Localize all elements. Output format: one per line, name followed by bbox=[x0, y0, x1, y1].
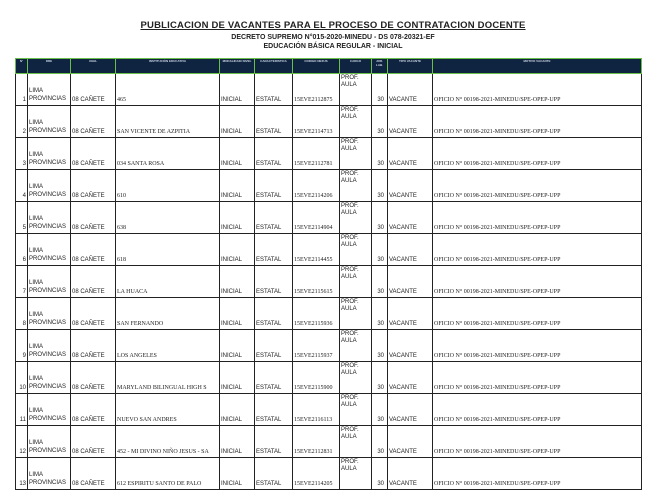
vacancy-type-cell: VACANTE bbox=[388, 202, 433, 234]
ugel-cell: 08 CAÑETE bbox=[71, 266, 116, 298]
ugel-cell: 08 CAÑETE bbox=[71, 362, 116, 394]
institution-cell: SAN FERNANDO bbox=[116, 298, 220, 330]
position-cell: PROF. AULA bbox=[340, 202, 372, 234]
hours-cell: 30 bbox=[372, 234, 388, 266]
table-body bbox=[16, 74, 642, 490]
column-header: UGEL bbox=[71, 59, 116, 74]
characteristic-cell: ESTATAL bbox=[255, 330, 293, 362]
vacancy-type-cell: VACANTE bbox=[388, 170, 433, 202]
row-number: 12 bbox=[16, 426, 28, 458]
table-header-row bbox=[16, 59, 642, 74]
row-number: 2 bbox=[16, 106, 28, 138]
hours-cell: 30 bbox=[372, 170, 388, 202]
dre-cell: LIMA PROVINCIAS bbox=[28, 426, 71, 458]
document-header bbox=[0, 20, 656, 50]
dre-cell: LIMA PROVINCIAS bbox=[28, 266, 71, 298]
ugel-cell: 08 CAÑETE bbox=[71, 298, 116, 330]
characteristic-cell: ESTATAL bbox=[255, 138, 293, 170]
level-cell: INICIAL bbox=[220, 170, 255, 202]
level-cell: INICIAL bbox=[220, 106, 255, 138]
position-cell: PROF. AULA bbox=[340, 362, 372, 394]
column-header: CARACTERISTICA bbox=[255, 59, 293, 74]
level-cell: INICIAL bbox=[220, 458, 255, 490]
vacancy-type-cell: VACANTE bbox=[388, 234, 433, 266]
ugel-cell: 08 CAÑETE bbox=[71, 458, 116, 490]
vacancy-reason-cell: OFICIO N° 00198-2021-MINEDU/SPE-OPEP-UPP bbox=[433, 106, 642, 138]
level-cell: INICIAL bbox=[220, 234, 255, 266]
dre-cell: LIMA PROVINCIAS bbox=[28, 458, 71, 490]
ugel-cell: 08 CAÑETE bbox=[71, 202, 116, 234]
characteristic-cell: ESTATAL bbox=[255, 202, 293, 234]
vacancy-type-cell: VACANTE bbox=[388, 138, 433, 170]
vacancy-type-cell: VACANTE bbox=[388, 362, 433, 394]
vacancy-type-cell: VACANTE bbox=[388, 106, 433, 138]
dre-cell: LIMA PROVINCIAS bbox=[28, 202, 71, 234]
table-row bbox=[16, 234, 642, 266]
hours-cell: 30 bbox=[372, 330, 388, 362]
vacancy-reason-cell: OFICIO N° 00198-2021-MINEDU/SPE-OPEP-UPP bbox=[433, 170, 642, 202]
vacancy-reason-cell: OFICIO N° 00198-2021-MINEDU/SPE-OPEP-UPP bbox=[433, 202, 642, 234]
dre-cell: LIMA PROVINCIAS bbox=[28, 138, 71, 170]
document-subtitle: DECRETO SUPREMO N°015-2020-MINEDU - DS 078-20321-EF bbox=[231, 34, 435, 41]
vacancy-reason-cell: OFICIO N° 00198-2021-MINEDU/SPE-OPEP-UPP bbox=[433, 394, 642, 426]
table-row bbox=[16, 394, 642, 426]
level-cell: INICIAL bbox=[220, 330, 255, 362]
vacancy-reason-cell: OFICIO N° 00198-2021-MINEDU/SPE-OPEP-UPP bbox=[433, 426, 642, 458]
table-row bbox=[16, 266, 642, 298]
institution-cell: 638 bbox=[116, 202, 220, 234]
table-row bbox=[16, 74, 642, 106]
position-cell: PROF. AULA bbox=[340, 234, 372, 266]
dre-cell: LIMA PROVINCIAS bbox=[28, 362, 71, 394]
row-number: 3 bbox=[16, 138, 28, 170]
ugel-cell: 08 CAÑETE bbox=[71, 106, 116, 138]
position-cell: PROF. AULA bbox=[340, 298, 372, 330]
column-header: MOTIVO VACANTE bbox=[433, 59, 642, 74]
hours-cell: 30 bbox=[372, 426, 388, 458]
institution-cell: 618 bbox=[116, 234, 220, 266]
table-row bbox=[16, 426, 642, 458]
row-number: 11 bbox=[16, 394, 28, 426]
level-cell: INICIAL bbox=[220, 298, 255, 330]
nexus-code-cell: 15EVE2115936 bbox=[293, 298, 340, 330]
position-cell: PROF. AULA bbox=[340, 74, 372, 106]
characteristic-cell: ESTATAL bbox=[255, 426, 293, 458]
vacancy-reason-cell: OFICIO N° 00198-2021-MINEDU/SPE-OPEP-UPP bbox=[433, 74, 642, 106]
institution-cell: LA HUACA bbox=[116, 266, 220, 298]
position-cell: PROF. AULA bbox=[340, 266, 372, 298]
vacancy-type-cell: VACANTE bbox=[388, 330, 433, 362]
nexus-code-cell: 15EVE2116113 bbox=[293, 394, 340, 426]
dre-cell: LIMA PROVINCIAS bbox=[28, 394, 71, 426]
vacancy-type-cell: VACANTE bbox=[388, 266, 433, 298]
ugel-cell: 08 CAÑETE bbox=[71, 330, 116, 362]
nexus-code-cell: 15EVE2114904 bbox=[293, 202, 340, 234]
row-number: 5 bbox=[16, 202, 28, 234]
institution-cell: LOS ANGELES bbox=[116, 330, 220, 362]
position-cell: PROF. AULA bbox=[340, 106, 372, 138]
hours-cell: 30 bbox=[372, 106, 388, 138]
column-header: INSTITUCIÓN EDUCATIVA bbox=[116, 59, 220, 74]
vacancy-reason-cell: OFICIO N° 00198-2021-MINEDU/SPE-OPEP-UPP bbox=[433, 138, 642, 170]
table-row bbox=[16, 362, 642, 394]
dre-cell: LIMA PROVINCIAS bbox=[28, 234, 71, 266]
dre-cell: LIMA PROVINCIAS bbox=[28, 330, 71, 362]
ugel-cell: 08 CAÑETE bbox=[71, 170, 116, 202]
table-row bbox=[16, 298, 642, 330]
characteristic-cell: ESTATAL bbox=[255, 458, 293, 490]
table-row bbox=[16, 330, 642, 362]
institution-cell: 612 ESPIRITU SANTO DE PALO bbox=[116, 458, 220, 490]
characteristic-cell: ESTATAL bbox=[255, 394, 293, 426]
row-number: 1 bbox=[16, 74, 28, 106]
vacancy-type-cell: VACANTE bbox=[388, 426, 433, 458]
level-cell: INICIAL bbox=[220, 202, 255, 234]
ugel-cell: 08 CAÑETE bbox=[71, 394, 116, 426]
vacancies-table bbox=[15, 58, 642, 490]
dre-cell: LIMA PROVINCIAS bbox=[28, 298, 71, 330]
hours-cell: 30 bbox=[372, 138, 388, 170]
row-number: 6 bbox=[16, 234, 28, 266]
vacancy-type-cell: VACANTE bbox=[388, 394, 433, 426]
document-section: EDUCACIÓN BÁSICA REGULAR - INICIAL bbox=[263, 43, 403, 50]
nexus-code-cell: 15EVE2112831 bbox=[293, 426, 340, 458]
characteristic-cell: ESTATAL bbox=[255, 266, 293, 298]
vacancy-type-cell: VACANTE bbox=[388, 298, 433, 330]
characteristic-cell: ESTATAL bbox=[255, 362, 293, 394]
dre-cell: LIMA PROVINCIAS bbox=[28, 106, 71, 138]
row-number: 7 bbox=[16, 266, 28, 298]
vacancy-reason-cell: OFICIO N° 00198-2021-MINEDU/SPE-OPEP-UPP bbox=[433, 330, 642, 362]
hours-cell: 30 bbox=[372, 394, 388, 426]
level-cell: INICIAL bbox=[220, 266, 255, 298]
nexus-code-cell: 15EVE2112781 bbox=[293, 138, 340, 170]
hours-cell: 30 bbox=[372, 458, 388, 490]
column-header: CARGO bbox=[340, 59, 372, 74]
hours-cell: 30 bbox=[372, 266, 388, 298]
dre-cell: LIMA PROVINCIAS bbox=[28, 74, 71, 106]
vacancy-type-cell: VACANTE bbox=[388, 458, 433, 490]
characteristic-cell: ESTATAL bbox=[255, 74, 293, 106]
column-header: N° bbox=[16, 59, 28, 74]
table-row bbox=[16, 202, 642, 234]
institution-cell: MARYLAND BILINGUAL HIGH S bbox=[116, 362, 220, 394]
document-title: PUBLICACION DE VACANTES PARA EL PROCESO DE CONTRATACION DOCENTE bbox=[140, 20, 526, 31]
vacancy-reason-cell: OFICIO N° 00198-2021-MINEDU/SPE-OPEP-UPP bbox=[433, 298, 642, 330]
institution-cell: 610 bbox=[116, 170, 220, 202]
column-header: MODALIDAD/ NIVEL bbox=[220, 59, 255, 74]
ugel-cell: 08 CAÑETE bbox=[71, 74, 116, 106]
hours-cell: 30 bbox=[372, 362, 388, 394]
hours-cell: 30 bbox=[372, 74, 388, 106]
table-row bbox=[16, 106, 642, 138]
table-row bbox=[16, 458, 642, 490]
nexus-code-cell: 15EVE2115900 bbox=[293, 362, 340, 394]
row-number: 13 bbox=[16, 458, 28, 490]
institution-cell: 452 - MI DIVINO NIÑO JESUS - SA bbox=[116, 426, 220, 458]
ugel-cell: 08 CAÑETE bbox=[71, 426, 116, 458]
position-cell: PROF. AULA bbox=[340, 394, 372, 426]
nexus-code-cell: 15EVE2112875 bbox=[293, 74, 340, 106]
row-number: 10 bbox=[16, 362, 28, 394]
column-header: DRE bbox=[28, 59, 71, 74]
table-row bbox=[16, 138, 642, 170]
vacancy-type-cell: VACANTE bbox=[388, 74, 433, 106]
column-header: TIPO VACANTE bbox=[388, 59, 433, 74]
position-cell: PROF. AULA bbox=[340, 426, 372, 458]
level-cell: INICIAL bbox=[220, 362, 255, 394]
position-cell: PROF. AULA bbox=[340, 458, 372, 490]
characteristic-cell: ESTATAL bbox=[255, 170, 293, 202]
characteristic-cell: ESTATAL bbox=[255, 234, 293, 266]
position-cell: PROF. AULA bbox=[340, 138, 372, 170]
vacancy-reason-cell: OFICIO N° 00198-2021-MINEDU/SPE-OPEP-UPP bbox=[433, 362, 642, 394]
vacancy-reason-cell: OFICIO N° 00198-2021-MINEDU/SPE-OPEP-UPP bbox=[433, 266, 642, 298]
nexus-code-cell: 15EVE2114206 bbox=[293, 170, 340, 202]
nexus-code-cell: 15EVE2114455 bbox=[293, 234, 340, 266]
dre-cell: LIMA PROVINCIAS bbox=[28, 170, 71, 202]
column-header: CODIGO NEXUS bbox=[293, 59, 340, 74]
row-number: 4 bbox=[16, 170, 28, 202]
row-number: 8 bbox=[16, 298, 28, 330]
characteristic-cell: ESTATAL bbox=[255, 298, 293, 330]
table-row bbox=[16, 170, 642, 202]
institution-cell: SAN VICENTE DE AZPITIA bbox=[116, 106, 220, 138]
position-cell: PROF. AULA bbox=[340, 330, 372, 362]
institution-cell: NUEVO SAN ANDRES bbox=[116, 394, 220, 426]
institution-cell: 465 bbox=[116, 74, 220, 106]
institution-cell: 034 SANTA ROSA bbox=[116, 138, 220, 170]
nexus-code-cell: 15EVE2114205 bbox=[293, 458, 340, 490]
nexus-code-cell: 15EVE2114713 bbox=[293, 106, 340, 138]
column-header: JOR. LAB. bbox=[372, 59, 388, 74]
nexus-code-cell: 15EVE2115615 bbox=[293, 266, 340, 298]
nexus-code-cell: 15EVE2115937 bbox=[293, 330, 340, 362]
characteristic-cell: ESTATAL bbox=[255, 106, 293, 138]
ugel-cell: 08 CAÑETE bbox=[71, 138, 116, 170]
row-number: 9 bbox=[16, 330, 28, 362]
hours-cell: 30 bbox=[372, 202, 388, 234]
level-cell: INICIAL bbox=[220, 74, 255, 106]
vacancy-reason-cell: OFICIO N° 00198-2021-MINEDU/SPE-OPEP-UPP bbox=[433, 234, 642, 266]
position-cell: PROF. AULA bbox=[340, 170, 372, 202]
level-cell: INICIAL bbox=[220, 426, 255, 458]
level-cell: INICIAL bbox=[220, 138, 255, 170]
hours-cell: 30 bbox=[372, 298, 388, 330]
ugel-cell: 08 CAÑETE bbox=[71, 234, 116, 266]
vacancy-reason-cell: OFICIO N° 00198-2021-MINEDU/SPE-OPEP-UPP bbox=[433, 458, 642, 490]
level-cell: INICIAL bbox=[220, 394, 255, 426]
